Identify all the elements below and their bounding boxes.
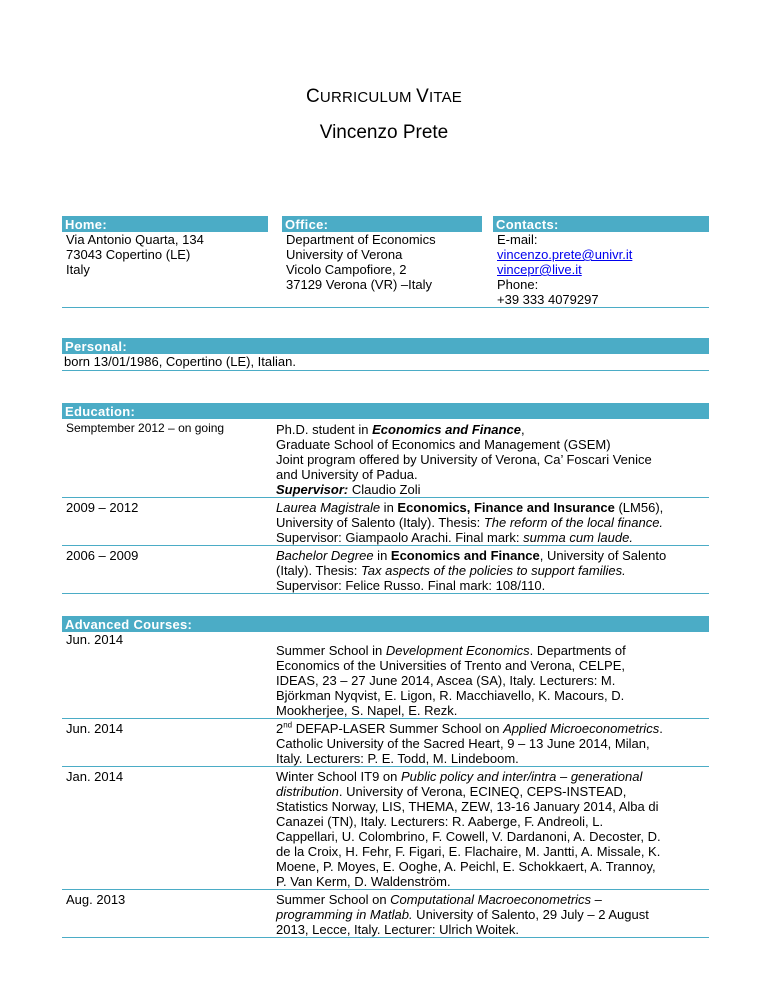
course-row-macroeconometrics — [62, 890, 709, 937]
title-letter-c: C — [306, 86, 320, 107]
education-section — [62, 403, 709, 594]
personal-text: born 13/01/1986, Copertino (LE), Italian. — [64, 354, 296, 369]
course-date-microeconometrics: Jun. 2014 — [66, 721, 124, 736]
contact-block — [62, 216, 709, 308]
course-date-development: Jun. 2014 — [66, 632, 124, 647]
email-link-live[interactable]: vincepr@live.it — [497, 262, 582, 277]
home-column — [62, 216, 268, 277]
education-row-phd — [62, 419, 709, 498]
home-line-2: 73043 Copertino (LE) — [66, 247, 191, 262]
contacts-column — [493, 216, 709, 307]
education-date-phd: Semptember 2012 – on going — [66, 421, 225, 435]
course-desc-winter-school: Winter School IT9 on Public policy and inter/intra – generational distribution. University of Verona, ECINEQ, CEPS-INSTEAD, Statistics Norway, LIS, THEMA, ZEW, 13-16 January 2014, Alba di Canazei (TN), Italy. Lecturers: R. Aaberge, F. Andreoli, L. Cappellari, U. Colombrino, F. Cowell, V. Dardanoni, A. Decoster, D. de la Croix, H. Fehr, F. Figari, E. Flachaire, M. Jantti, A. Missale, K. Moene, P. Moyes, E. Ooghe, A. Peichl, E. Schokkaert, A. Trannoy, P. Van Kerm, D. Waldenström. — [276, 769, 661, 889]
education-desc-laurea: Laurea Magistrale in Economics, Finance and Insurance (LM56), University of Salento (Italy). Thesis: The reform of the local finance. Supervisor: Giampaolo Arachi. Final mark: summa cum laude. — [276, 500, 664, 545]
course-desc-macroeconometrics: Summer School on Computational Macroeconometrics – programming in Matlab. University of Salento, 29 July – 2 August 2013, Lecce, Italy. Lecturer: Ulrich Woitek. — [276, 892, 649, 937]
phone-number: +39 333 4079297 — [497, 292, 599, 307]
education-header: Education: — [62, 403, 709, 419]
education-date-laurea: 2009 – 2012 — [66, 500, 139, 515]
course-desc-development: Summer School in Development Economics. Departments of Economics of the Universities of Trento and Verona, CELPE, IDEAS, 23 – 27 June 2014, Ascea (SA), Italy. Lecturers: M. Björkman Nyqvist, E. Ligon, R. Macchiavello, K. Macours, D. Mookherjee, S. Napel, E. Rezk. — [276, 643, 626, 718]
personal-header: Personal: — [62, 338, 709, 354]
office-line-1: Department of Economics — [286, 232, 436, 247]
office-header: Office: — [282, 216, 482, 232]
home-line-3: Italy — [66, 262, 90, 277]
advanced-courses-section — [62, 616, 709, 938]
office-line-2: University of Verona — [286, 247, 403, 262]
education-desc-bachelor: Bachelor Degree in Economics and Finance, University of Salento (Italy). Thesis: Tax aspects of the policies to support families. Supervisor: Felice Russo. Final mark: 108/110. — [276, 548, 667, 593]
home-line-1: Via Antonio Quarta, 134 — [66, 232, 204, 247]
education-row-bachelor — [62, 546, 709, 593]
email-link-univr[interactable]: vincenzo.prete@univr.it — [497, 247, 633, 262]
office-column — [282, 216, 482, 292]
contacts-header: Contacts: — [493, 216, 709, 232]
home-header: Home: — [62, 216, 268, 232]
title-part-2: ITAE — [428, 89, 462, 106]
education-date-bachelor: 2006 – 2009 — [66, 548, 139, 563]
email-label: E-mail: — [497, 232, 538, 247]
advanced-courses-header: Advanced Courses: — [62, 616, 709, 632]
title-letter-v: V — [416, 86, 429, 107]
personal-section — [62, 338, 709, 371]
course-row-microeconometrics — [62, 719, 709, 767]
title-part-1: URRICULUM — [319, 89, 417, 106]
course-row-development — [62, 632, 709, 719]
person-name: Vincenzo Prete — [319, 122, 449, 143]
document-title — [0, 86, 768, 108]
education-desc-phd: Ph.D. student in Economics and Finance, Graduate School of Economics and Management (GSEM) Joint program offered by University of Verona, Ca’ Foscari Venice and University of Padua. Supervisor: Claudio Zoli — [276, 422, 652, 497]
office-line-4: 37129 Verona (VR) –Italy — [286, 277, 432, 292]
course-date-macroeconometrics: Aug. 2013 — [66, 892, 126, 907]
phone-label: Phone: — [497, 277, 539, 292]
course-date-winter-school: Jan. 2014 — [66, 769, 124, 784]
office-line-3: Vicolo Campofiore, 2 — [286, 262, 407, 277]
course-row-winter-school — [62, 767, 709, 890]
course-desc-microeconometrics: 2nd DEFAP-LASER Summer School on Applied Microeconometrics. Catholic University of the Sacred Heart, 9 – 13 June 2014, Milan, Italy. Lecturers: P. E. Todd, M. Lindeboom. — [276, 720, 663, 766]
education-row-laurea — [62, 498, 709, 546]
